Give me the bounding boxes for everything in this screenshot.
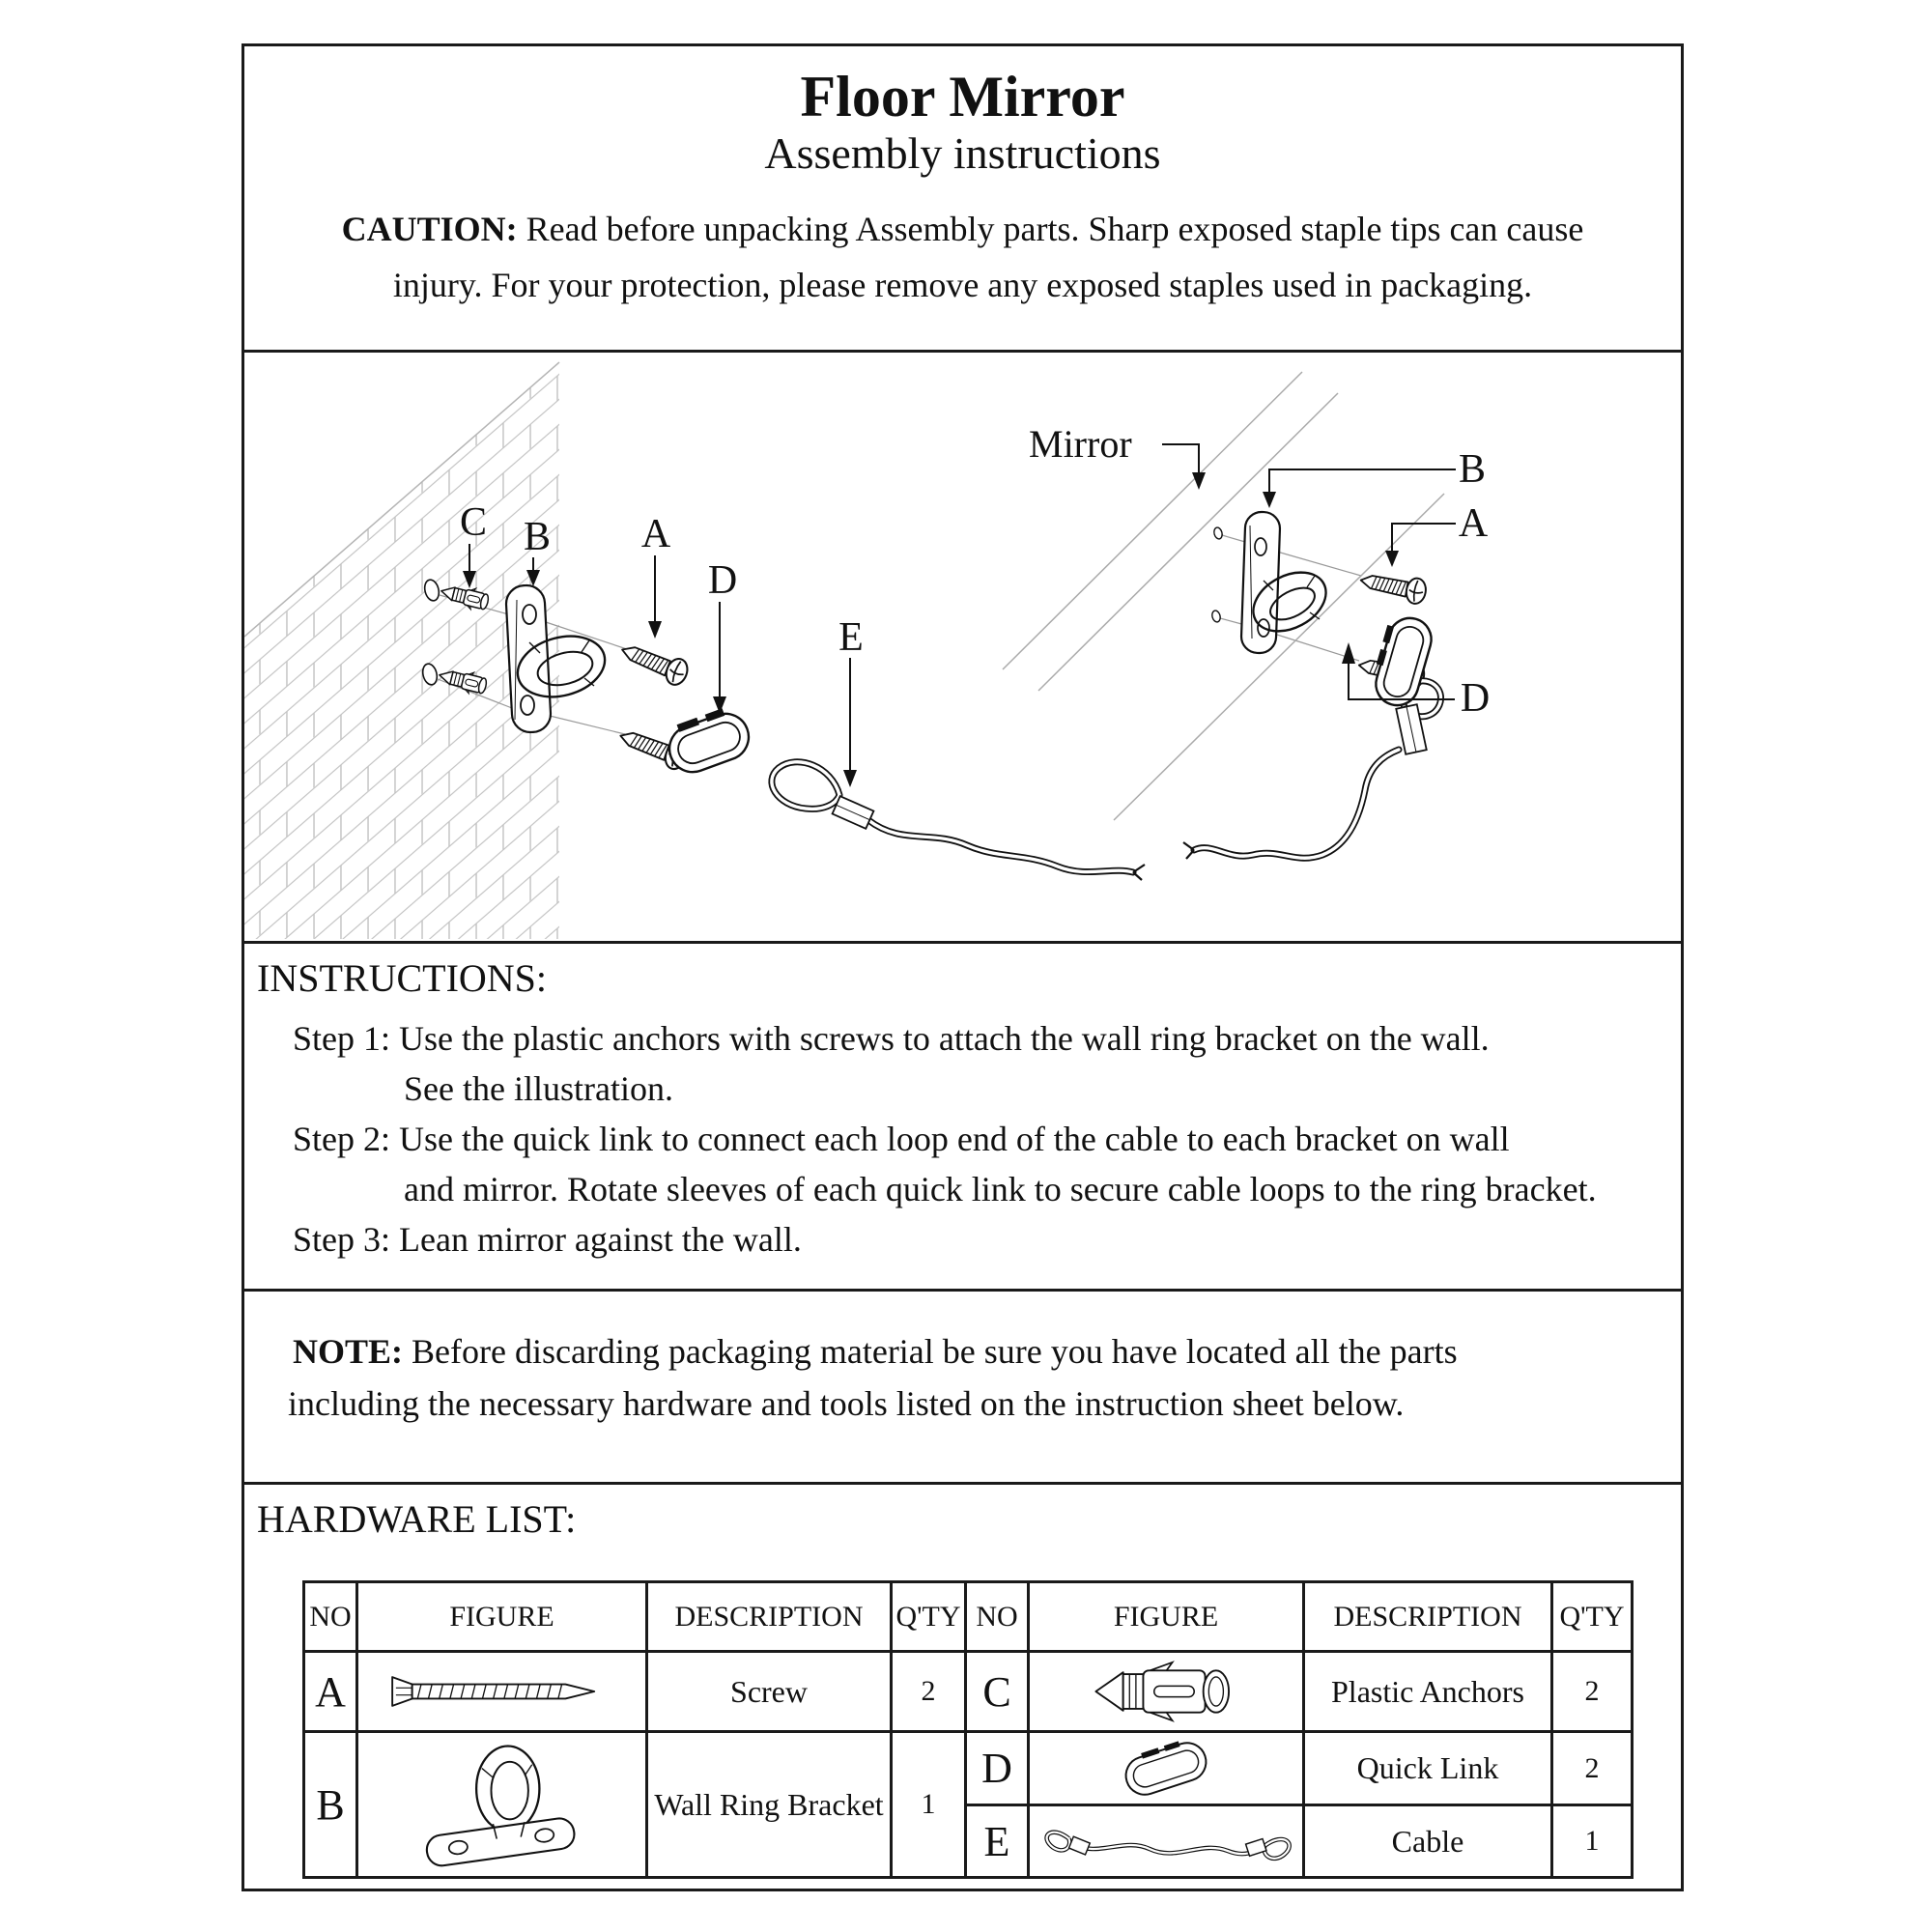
- label-b: B: [523, 515, 552, 559]
- page-subtitle: Assembly instructions: [764, 128, 1161, 178]
- label-b-mirror: B: [1458, 447, 1487, 492]
- label-a: A: [640, 512, 671, 556]
- quick-link-figure: [1029, 1732, 1304, 1805]
- label-mirror: Mirror: [1029, 422, 1132, 466]
- cable-illustration: [772, 762, 1145, 880]
- col-qty-2: Q'TY: [1552, 1582, 1633, 1652]
- step-1-continued: See the illustration.: [404, 1069, 673, 1108]
- caution-line-1: CAUTION: Read before unpacking Assembly parts. Sharp exposed staple tips can cause: [341, 210, 1584, 248]
- screw-figure: [357, 1652, 647, 1732]
- col-no: NO: [304, 1582, 357, 1652]
- divider-3: [244, 1289, 1681, 1292]
- caution-line-2: injury. For your protection, please remove any exposed staples used in packaging.: [392, 266, 1533, 304]
- note-line-2: including the necessary hardware and tools listed on the instruction sheet below.: [288, 1384, 1405, 1423]
- diagram-labels: [460, 422, 1490, 787]
- wall-ring-bracket-figure: [357, 1732, 647, 1878]
- label-d-mirror: D: [1460, 676, 1491, 721]
- part-description: Screw: [647, 1652, 892, 1732]
- caution-label: CAUTION:: [341, 210, 518, 248]
- page-title: Floor Mirror: [800, 65, 1125, 128]
- part-description: Wall Ring Bracket: [647, 1732, 892, 1878]
- part-qty: 2: [1552, 1652, 1633, 1732]
- col-description-2: DESCRIPTION: [1304, 1582, 1552, 1652]
- step-2-line: Step 2: Use the quick link to connect each loop end of the cable to each bracket on wall: [293, 1120, 1510, 1158]
- col-figure: FIGURE: [357, 1582, 647, 1652]
- assembly-diagram: [244, 353, 1687, 941]
- part-description: Cable: [1304, 1805, 1552, 1878]
- col-no-2: NO: [966, 1582, 1029, 1652]
- table-header-row: [304, 1582, 1633, 1652]
- table-row: [304, 1652, 1633, 1732]
- mirror-cable-sleeve: [1396, 704, 1426, 754]
- part-no: C: [966, 1652, 1029, 1732]
- label-d: D: [707, 558, 738, 603]
- label-c: C: [459, 500, 488, 545]
- col-qty: Q'TY: [892, 1582, 966, 1652]
- hardware-table: [302, 1580, 1634, 1879]
- page-border: [242, 43, 1684, 1891]
- part-qty: 2: [892, 1652, 966, 1732]
- label-e: E: [838, 615, 864, 660]
- plastic-anchor-figure: [1029, 1652, 1304, 1732]
- step-3-line: Step 3: Lean mirror against the wall.: [293, 1220, 802, 1259]
- hardware-heading: HARDWARE LIST:: [257, 1497, 577, 1541]
- part-qty: 2: [1552, 1732, 1633, 1805]
- instructions-heading: INSTRUCTIONS:: [257, 956, 548, 1000]
- step-2-continued: and mirror. Rotate sleeves of each quick link to secure cable loops to the ring bracket.: [404, 1170, 1597, 1208]
- label-a-mirror: A: [1458, 501, 1489, 546]
- note-label: NOTE:: [293, 1332, 404, 1371]
- part-no: A: [304, 1652, 357, 1732]
- divider-4: [244, 1482, 1681, 1485]
- col-figure-2: FIGURE: [1029, 1582, 1304, 1652]
- part-qty: 1: [892, 1732, 966, 1878]
- divider-2: [244, 941, 1681, 944]
- col-description: DESCRIPTION: [647, 1582, 892, 1652]
- part-no: D: [966, 1732, 1029, 1805]
- part-description: Plastic Anchors: [1304, 1652, 1552, 1732]
- part-qty: 1: [1552, 1805, 1633, 1878]
- part-no: E: [966, 1805, 1029, 1878]
- part-no: B: [304, 1732, 357, 1878]
- alignment-lines: [438, 535, 1361, 734]
- table-row: [304, 1732, 1633, 1805]
- mirror-quick-link-illustration: [1370, 612, 1436, 710]
- mirror-bracket-illustration: [1211, 511, 1336, 653]
- part-description: Quick Link: [1304, 1732, 1552, 1805]
- cable-figure: [1029, 1805, 1304, 1878]
- step-1-line: Step 1: Use the plastic anchors with screws to attach the wall ring bracket on the wall.: [293, 1019, 1490, 1058]
- note-line-1: NOTE: Before discarding packaging material be sure you have located all the parts: [293, 1332, 1458, 1371]
